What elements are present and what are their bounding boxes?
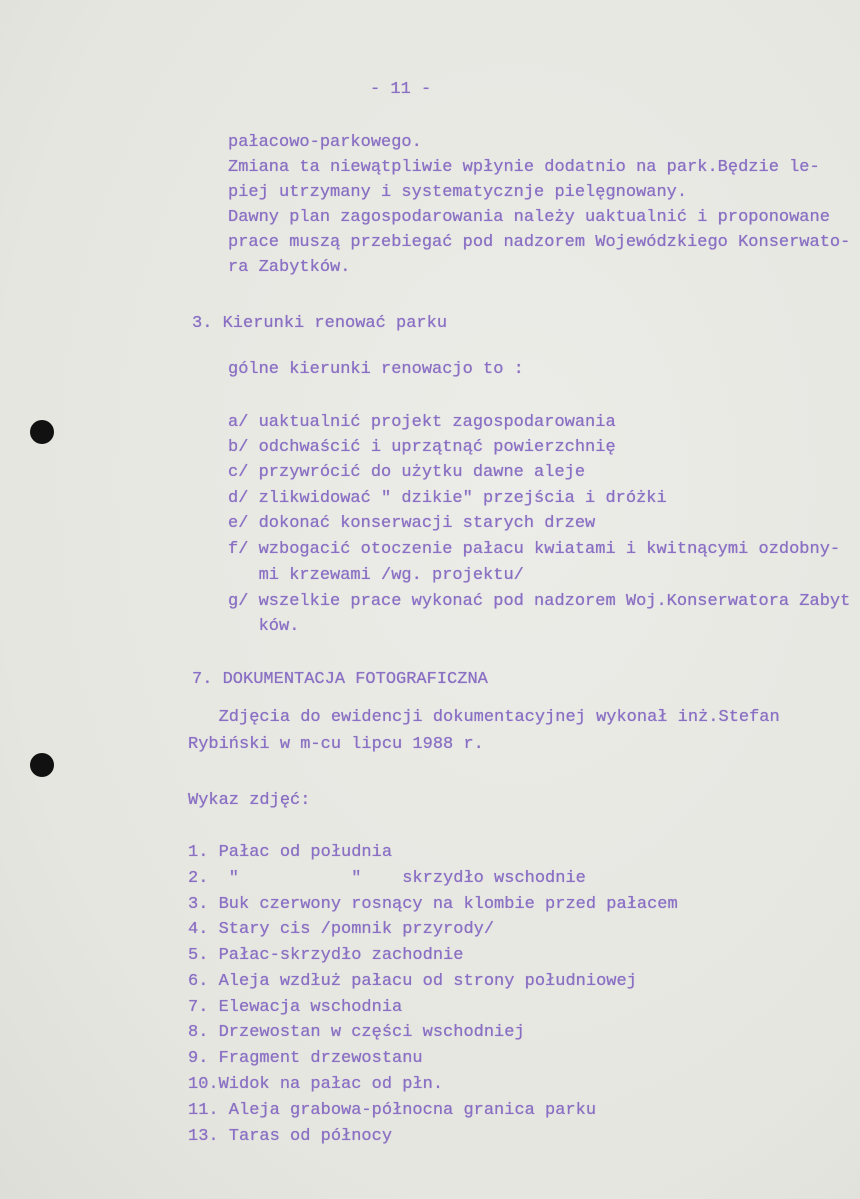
list-item: a/ uaktualnić projekt zagospodarowania <box>228 413 616 432</box>
text-line: Zdjęcia do ewidencji dokumentacyjnej wykonał inż.Stefan <box>188 708 780 727</box>
list-item: e/ dokonać konserwacji starych drzew <box>228 514 596 533</box>
section-lead: gólne kierunki renowacjo to : <box>228 360 524 379</box>
list-item: g/ wszelkie prace wykonać pod nadzorem Woj.Konserwatora Zabyt <box>228 592 851 611</box>
photo-item: 5. Pałac-skrzydło zachodnie <box>188 946 464 965</box>
text-line: Dawny plan zagospodarowania należy uaktualnić i proponowane <box>228 208 830 227</box>
list-title: Wykaz zdjęć: <box>188 791 311 810</box>
photo-item: 9. Fragment drzewostanu <box>188 1049 423 1068</box>
list-item: ków. <box>228 617 300 636</box>
photo-item: 10.Widok na pałac od płn. <box>188 1075 444 1094</box>
text-line: ra Zabytków. <box>228 258 351 277</box>
text-line: pałacowo-parkowego. <box>228 133 422 152</box>
list-item: c/ przywrócić do użytku dawne aleje <box>228 463 586 482</box>
photo-item: 6. Aleja wzdłuż pałacu od strony południowej <box>188 972 637 991</box>
text-line: Zmiana ta niewątpliwie wpłynie dodatnio na park.Będzie le- <box>228 158 820 177</box>
photo-item: 4. Stary cis /pomnik przyrody/ <box>188 920 495 939</box>
photo-item: 8. Drzewostan w części wschodniej <box>188 1023 525 1042</box>
list-item: mi krzewami /wg. projektu/ <box>228 566 524 585</box>
punch-hole <box>30 753 54 777</box>
list-item: d/ zlikwidować " dzikie" przejścia i dróżki <box>228 489 667 508</box>
section-heading: 3. Kierunki renować parku <box>192 314 448 333</box>
photo-item: 1. Pałac od południa <box>188 843 393 862</box>
photo-item: 11. Aleja grabowa-północna granica parku <box>188 1101 597 1120</box>
photo-item: 13. Taras od północy <box>188 1127 393 1146</box>
photo-item: 3. Buk czerwony rosnący na klombie przed pałacem <box>188 895 678 914</box>
text-line: prace muszą przebiegać pod nadzorem Wojewódzkiego Konserwato- <box>228 233 851 252</box>
photo-item: 7. Elewacja wschodnia <box>188 998 403 1017</box>
list-item: f/ wzbogacić otoczenie pałacu kwiatami i kwitnącymi ozdobny- <box>228 540 841 559</box>
text-line: piej utrzymany i systematycznje pielęgnowany. <box>228 183 688 202</box>
page-number: - 11 - <box>370 80 432 99</box>
section-heading: 7. DOKUMENTACJA FOTOGRAFICZNA <box>192 670 488 689</box>
photo-item: 2. " " skrzydło wschodnie <box>188 869 586 888</box>
list-item: b/ odchwaścić i uprzątnąć powierzchnię <box>228 438 616 457</box>
punch-hole <box>30 420 54 444</box>
text-line: Rybiński w m-cu lipcu 1988 r. <box>188 735 484 754</box>
